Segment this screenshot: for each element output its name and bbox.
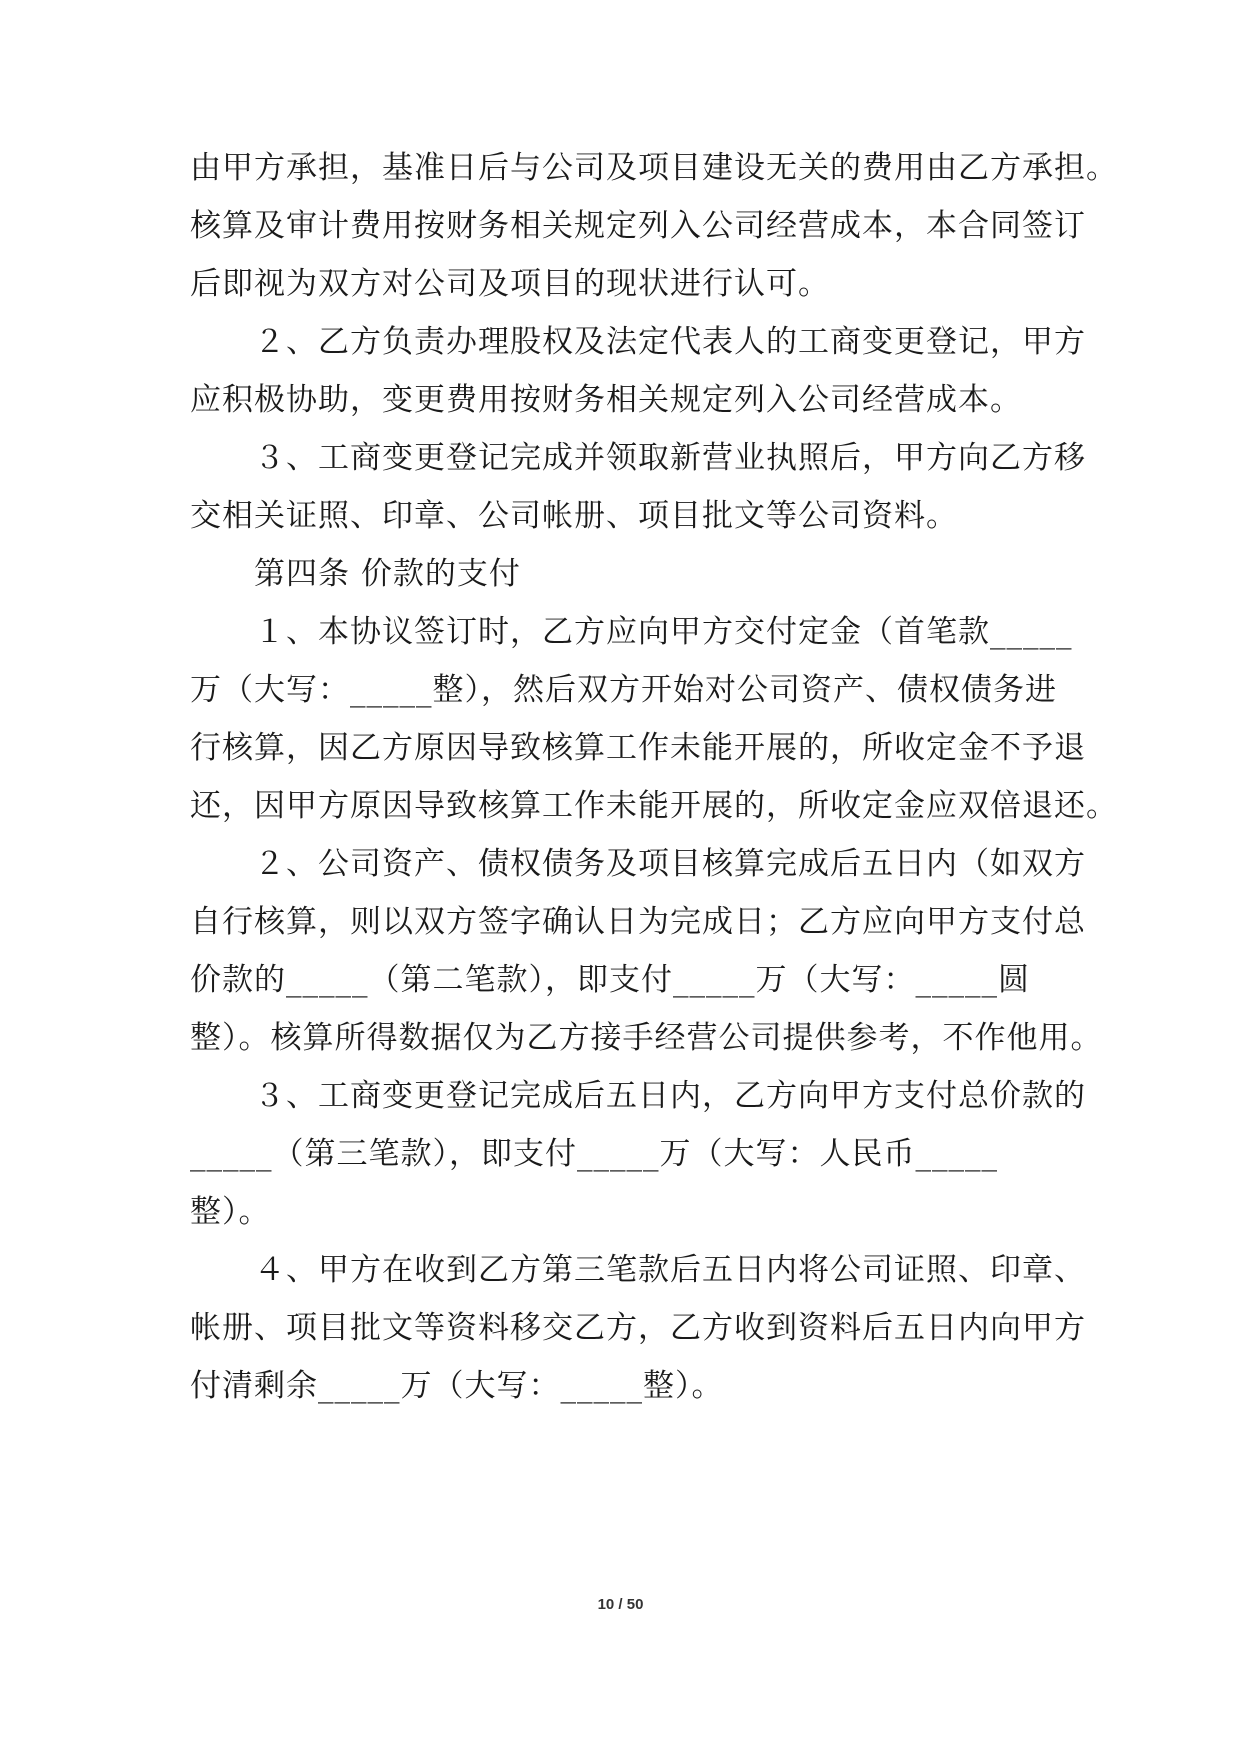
paragraph-line: 万（大写：_____整），然后双方开始对公司资产、债权债务进 <box>190 672 1057 708</box>
paragraph-line: 整）。 <box>190 1194 271 1230</box>
paragraph-line: ３、工商变更登记完成后五日内，乙方向甲方支付总价款的 <box>254 1078 1086 1114</box>
paragraph-line: 整）。核算所得数据仅为乙方接手经营公司提供参考，不作他用。 <box>190 1020 1103 1056</box>
paragraph-line: 由甲方承担，基准日后与公司及项目建设无关的费用由乙方承担。 <box>190 150 1118 186</box>
paragraph-line: 核算及审计费用按财务相关规定列入公司经营成本，本合同签订 <box>190 208 1086 244</box>
paragraph-line: 付清剩余_____万（大写：_____整）。 <box>190 1368 724 1404</box>
paragraph-line: 应积极协助，变更费用按财务相关规定列入公司经营成本。 <box>190 382 1022 418</box>
paragraph-line: _____（第三笔款），即支付_____万（大写：人民币_____ <box>190 1136 998 1172</box>
paragraph-line: 帐册、项目批文等资料移交乙方，乙方收到资料后五日内向甲方 <box>190 1310 1086 1346</box>
paragraph-line: 还，因甲方原因导致核算工作未能开展的，所收定金应双倍退还。 <box>190 788 1118 824</box>
paragraph-line: ４、甲方在收到乙方第三笔款后五日内将公司证照、印章、 <box>254 1252 1086 1288</box>
paragraph-line: ２、乙方负责办理股权及法定代表人的工商变更登记，甲方 <box>254 324 1086 360</box>
paragraph-line: 后即视为双方对公司及项目的现状进行认可。 <box>190 266 830 302</box>
paragraph-line: 交相关证照、印章、公司帐册、项目批文等公司资料。 <box>190 498 958 534</box>
section-heading: 第四条 价款的支付 <box>254 556 521 592</box>
page-number: 10 / 50 <box>597 1596 644 1613</box>
paragraph-line: 自行核算，则以双方签字确认日为完成日；乙方应向甲方支付总 <box>190 904 1086 940</box>
paragraph-line: ２、公司资产、债权债务及项目核算完成后五日内（如双方 <box>254 846 1086 882</box>
paragraph-line: ３、工商变更登记完成并领取新营业执照后，甲方向乙方移 <box>254 440 1086 476</box>
paragraph-line: 行核算，因乙方原因导致核算工作未能开展的，所收定金不予退 <box>190 730 1086 766</box>
paragraph-line: １、本协议签订时，乙方应向甲方交付定金（首笔款_____ <box>254 614 1073 650</box>
paragraph-line: 价款的_____（第二笔款），即支付_____万（大写：_____圆 <box>190 962 1030 998</box>
